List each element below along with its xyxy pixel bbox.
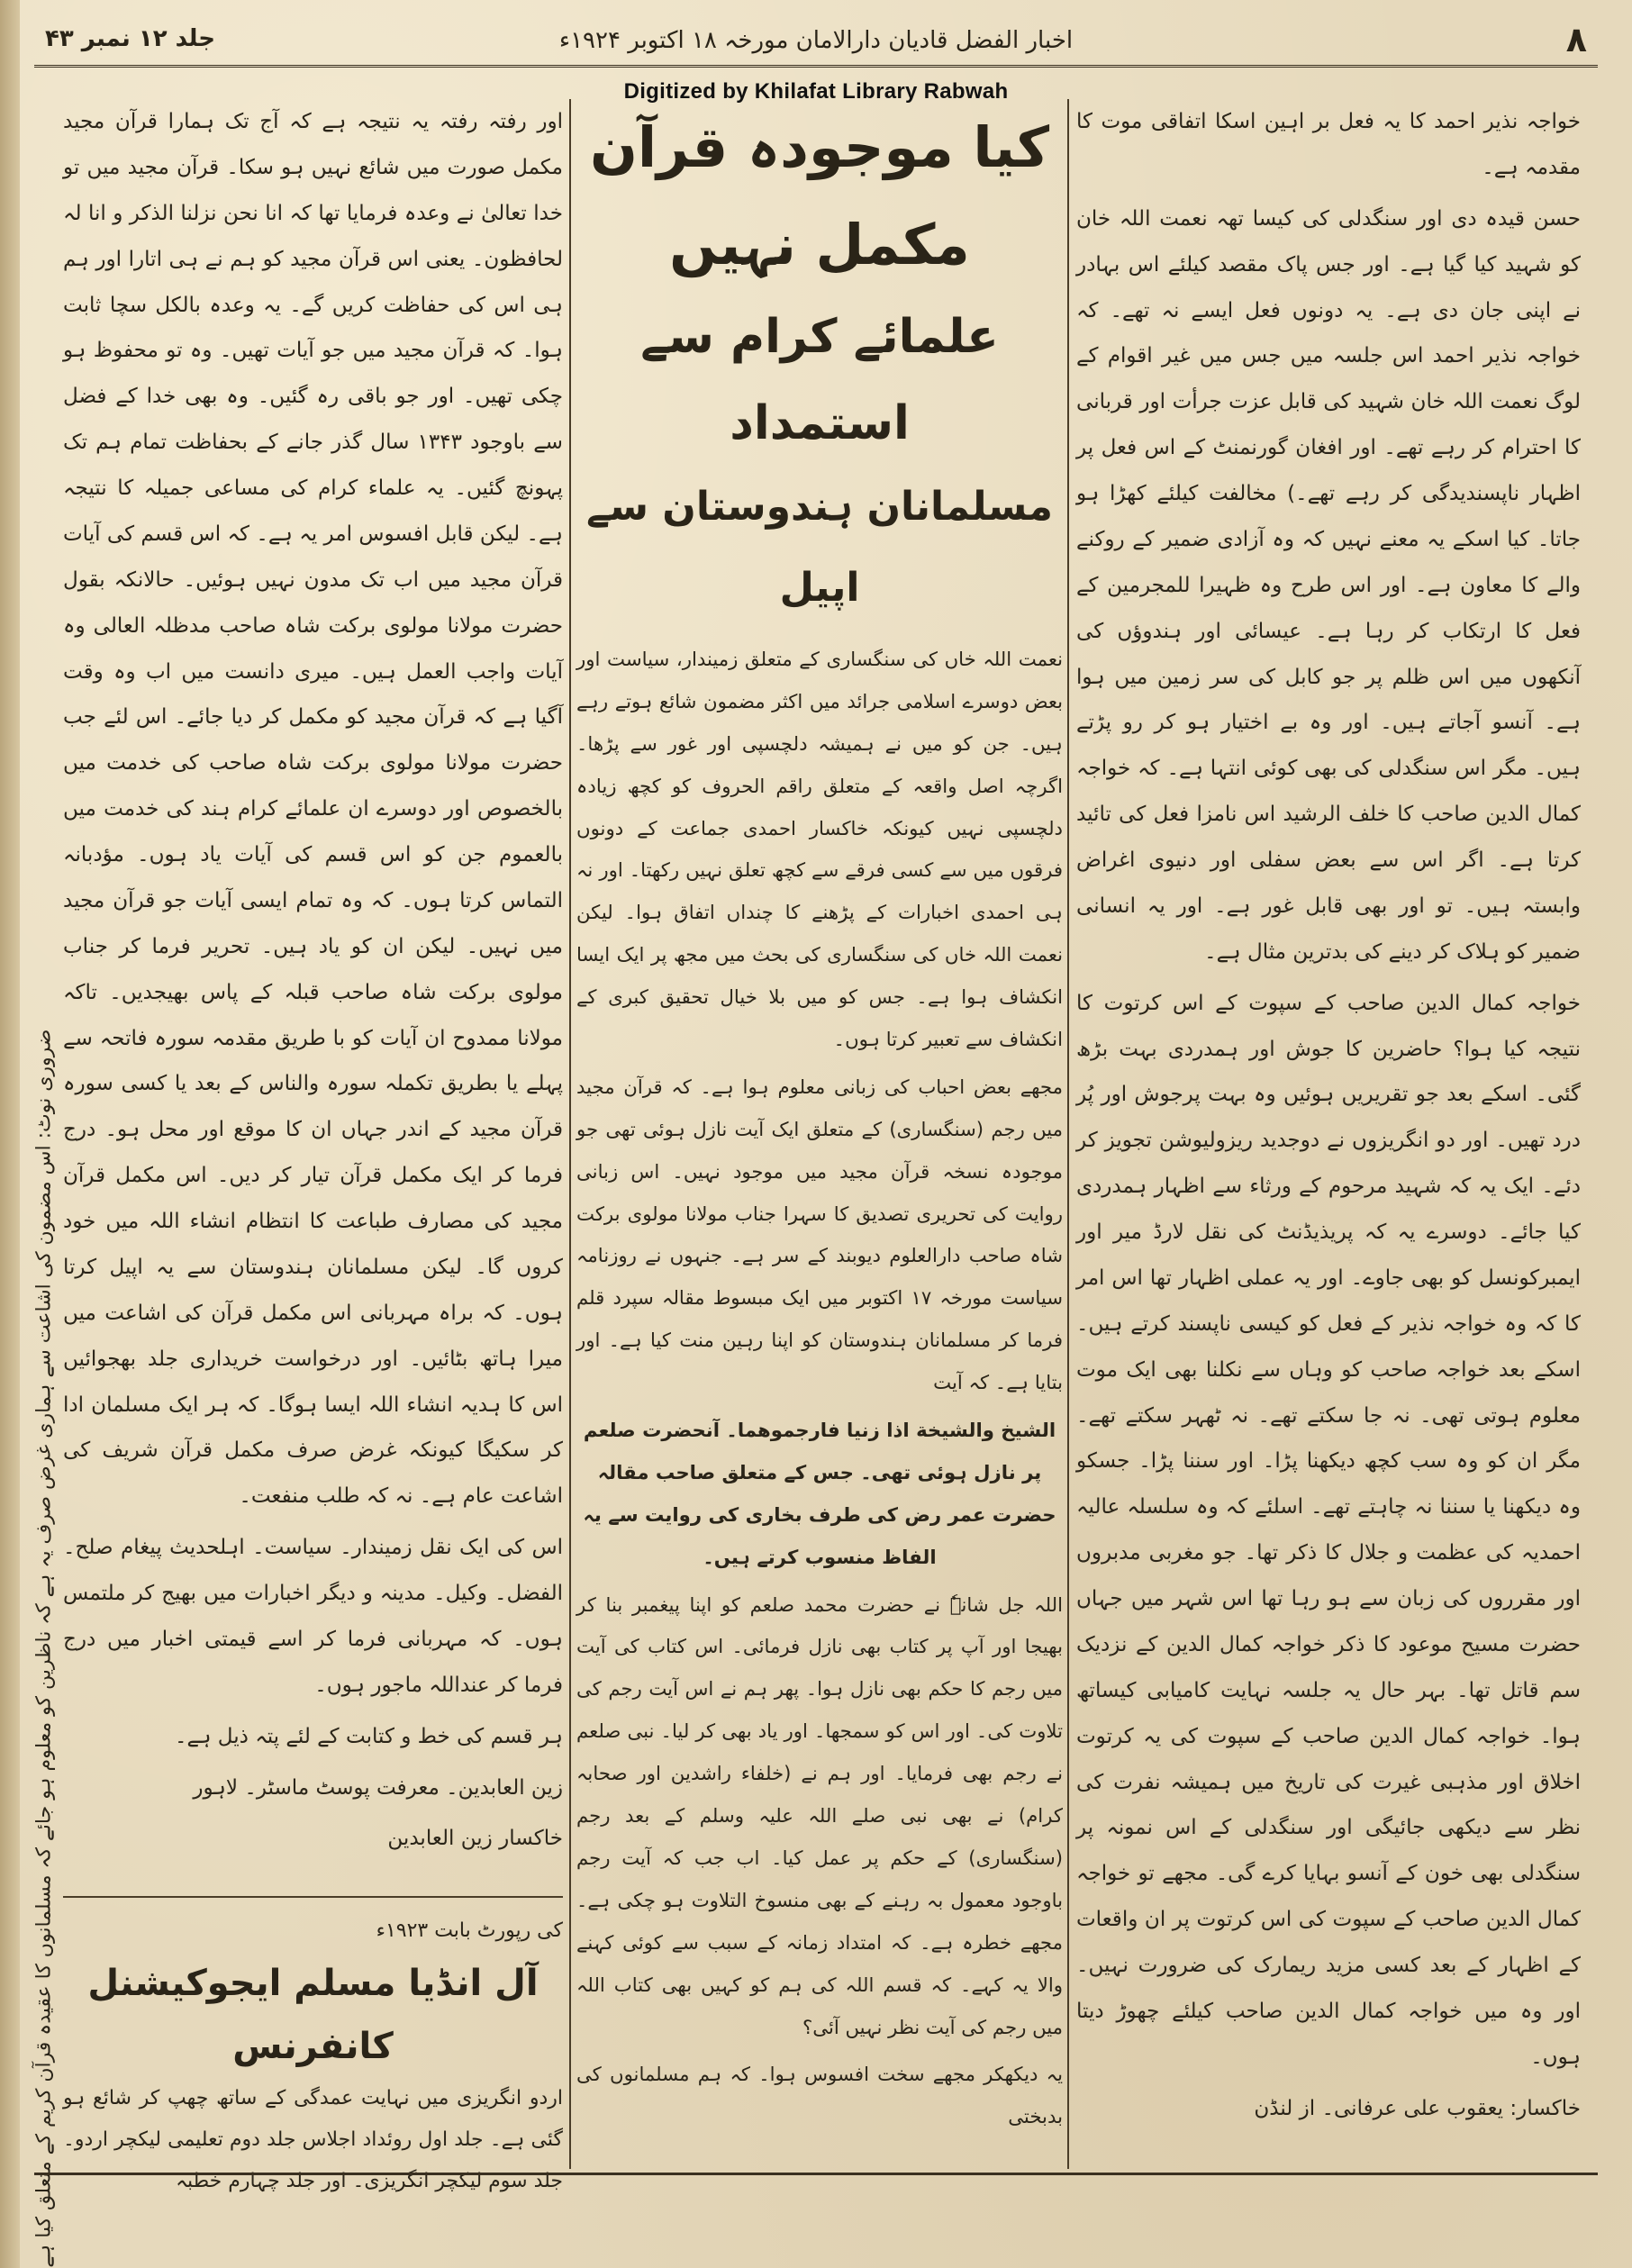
headline-block (576, 99, 1063, 629)
middle-column (576, 99, 1063, 2169)
right-paragraph: حسن قیدہ دی اور سنگدلی کی کیسا تھہ نعمت اللہ خان کو شہید کیا گیا ہے۔ اور جس پاک مقصد کیلئے اس بہادر نے اپنی جان دی ہے۔ یہ دونوں فعل ایسے نہ تھے۔ کہ خواجہ نذیر احمد اس جلسہ میں جس میں غیر اقوام کے لوگ نعمت اللہ خان شہید کی قابل عزت جرأت اور قربانی کا احترام کر رہے تھے۔ اور افغان گورنمنٹ کے اس فعل پر اظہار ناپسندیدگی کر رہے تھے۔) مخالفت کیلئے کھڑا ہو جاتا۔ کیا اسکے یہ معنے نہیں کہ وہ آزادی ضمیر کے روکنے والے کا معاون ہے۔ اور اس طرح وہ ظہیرا للمجرمین کے فعل کا ارتکاب کر رہا ہے۔ عیسائی اور ہندوؤں کی آنکھوں میں اس ظلم پر جو کابل کی سر زمین میں ہوا ہے۔ آنسو آجاتے ہیں۔ اور وہ بے اختیار ہو کر رو پڑتے ہیں۔ مگر اس سنگدلی کی بھی کوئی انتہا ہے۔ کہ خواجہ کمال الدین صاحب کا خلف الرشید اس نامزا فعل کی تائید کرتا ہے۔ اگر اس سے بعض سفلی اور دنیوی اغراض وابستہ ہیں۔ تو اور بھی قابل غور ہے۔ اور یہ انسانی ضمیر کو ہلاک کر دینے کی بدترین مثال ہے۔ (1076, 206, 1581, 964)
appeal-headline: مسلمانان ہندوستان سے اپیل (585, 484, 1054, 611)
sub-headline: علمائے کرام سے استمداد (640, 310, 999, 450)
middle-paragraph: اللہ جل شانہٗ نے حضرت محمد صلعم کو اپنا پیغمبر بنا کر بھیجا اور آپ پر کتاب بھی نازل فرمائی۔ اس کتاب کی آیت میں رجم کا حکم بھی نازل ہوا۔ پھر ہم نے اس آیت رجم کی تلاوت کی۔ اور اس کو سمجھا۔ اور یاد بھی کر لیا۔ نبی صلعم نے رجم بھی فرمایا۔ اور ہم نے (خلفاء راشدین اور صحابہ کرام) نے بھی نبی صلے اللہ علیہ وسلم کے بعد رجم (سنگساری) کے حکم پر عمل کیا۔ اب جب کہ آیت رجم باوجود معمول بہ رہنے کے بھی منسوخ التلاوت ہو چکی ہے۔ مجھے خطرہ ہے۔ کہ امتداد زمانہ کے سبب سے کوئی کہنے والا یہ کہے۔ کہ قسم اللہ کی ہم کو کہیں بھی کتاب اللہ میں رجم کی آیت نظر نہیں آئی؟ (576, 1593, 1063, 2039)
footer-rule (34, 2173, 1598, 2175)
masthead: اخبار الفضل قادیان دارالامان مورخہ ۱۸ اکتوبر ۱۹۲۴ء (558, 27, 1074, 54)
main-headline: کیا موجودہ قرآن مکمل نہیں (589, 114, 1050, 277)
column-divider-right (1067, 99, 1069, 2169)
middle-body (576, 640, 1063, 2139)
left-paragraph: اور رفتہ رفتہ یہ نتیجہ ہے کہ آج تک ہمارا قرآن مجید مکمل صورت میں شائع نہیں ہو سکا۔ قرآن مجید میں تو خدا تعالیٰ نے وعدہ فرمایا تھا کہ انا نحن نزلنا الذکر و انا لہ لحافظون۔ یعنی اس قرآن مجید کو ہم نے ہی اتارا اور ہم ہی اس کی حفاظت کریں گے۔ یہ وعدہ بالکل سچا ثابت ہوا۔ کہ قرآن مجید میں جو آیات تھیں۔ وہ تو محفوظ ہو چکی تھیں۔ اور جو باقی رہ گئیں۔ وہ بھی خدا کے فضل سے باوجود ۱۳۴۳ سال گذر جانے کے بحفاظت تمام ہم تک پہونچ گئیں۔ یہ علماء کرام کی مساعی جمیلہ کا نتیجہ ہے۔ لیکن قابل افسوس امر یہ ہے۔ کہ اس قسم کی آیات قرآن مجید میں اب تک مدون نہیں ہوئیں۔ حالانکہ بقول حضرت مولانا مولوی برکت شاہ صاحب مدظلہ العالی وہ آیات واجب العمل ہیں۔ میری دانست میں اب وہ وقت آگیا ہے کہ قرآن مجید کو مکمل کر دیا جائے۔ اس لئے جب حضرت مولانا مولوی برکت شاہ صاحب کی خدمت میں بالخصوص اور دوسرے ان علمائے کرام ہند کی خدمت میں بالعموم جن کو اس قسم کی آیات یاد ہوں۔ مؤدبانہ التماس کرتا ہوں۔ کہ وہ تمام ایسی آیات جو قرآن مجید میں نہیں۔ لیکن ان کو یاد ہیں۔ تحریر فرما کر جناب مولوی برکت شاہ صاحب قبلہ کے پاس بھیجدیں۔ تاکہ مولانا ممدوح ان آیات کو با طریق مقدمہ سورہ فاتحہ سے پہلے یا بطریق تکملہ سورہ والناس کے بعد یا کسی سورہ قرآن مجید کے اندر جہاں ان کا موقع اور محل ہو۔ درج فرما کر ایک مکمل قرآن تیار کر دیں۔ اس مکمل قرآن مجید کی مصارف طباعت کا انتظام انشاء اللہ میں خود کروں گا۔ لیکن مسلمانان ہندوستان سے یہ اپیل کرتا ہوں۔ کہ براہ مہربانی اس مکمل قرآن کی اشاعت میں میرا ہاتھ بٹائیں۔ اور درخواست خریداری جلد بھجوائیں اس کا ہدیہ انشاء اللہ ایسا ہوگا۔ کہ ہر ایک مسلمان ادا کر سکیگا کیونکہ غرض صرف مکمل قرآن شریف کی اشاعت عام ہے۔ نہ کہ طلب منفعت۔ (63, 110, 563, 1509)
left-column (63, 99, 563, 1881)
right-column (1076, 99, 1581, 2169)
middle-paragraph: مجھے بعض احباب کی زبانی معلوم ہوا ہے۔ کہ قرآن مجید میں رجم (سنگساری) کے متعلق ایک آیت نازل ہوئی تھی جو موجودہ نسخہ قرآن مجید میں موجود نہیں۔ اس زبانی روایت کی تحریری تصدیق کا سہرا جناب مولانا مولوی برکت شاہ صاحب دارالعلوم دیوبند کے سر ہے۔ جنہوں نے روزنامہ سیاست مورخہ ۱۷ اکتوبر میں ایک مبسوط مقالہ سپرد قلم فرما کر مسلمانان ہندوستان کو اپنا رہین منت کیا ہے۔ اور بتایا ہے۔ کہ آیت (576, 1075, 1064, 1395)
middle-paragraph: نعمت اللہ خاں کی سنگساری کے متعلق زمیندار، سیاست اور بعض دوسرے اسلامی جرائد میں اکثر مضمون شائع ہوتے رہے ہیں۔ جن کو میں نے ہمیشہ دلچسپی اور غور سے پڑھا۔ اگرچہ اصل واقعہ کے متعلق راقم الحروف کو کچھ زیادہ دلچسپی نہیں کیونکہ خاکسار احمدی جماعت کے دونوں فرقوں میں سے کسی فرقے سے کچھ تعلق نہیں رکھتا۔ اور نہ ہی احمدی اخبارات کے پڑھنے کا چنداں اتفاق ہوا۔ لیکن نعمت اللہ خاں کی سنگساری کی بحث میں مجھ پر ایک ایسا انکشاف ہوا ہے۔ جس کو میں بلا خیال تحقیق کبری کے انکشاف سے تعبیر کرتا ہوں۔ (576, 649, 1063, 1052)
right-paragraph: خواجہ نذیر احمد کا یہ فعل بر اہین اسکا اتفاقی موت کا مقدمہ ہے۔ (1076, 110, 1581, 179)
middle-paragraph: یہ دیکھکر مجھے سخت افسوس ہوا۔ کہ ہم مسلمانوں کی بدبختی (576, 2064, 1063, 2129)
conference-body: اردو انگریزی میں نہایت عمدگی کے ساتھ چھپ کر شائع ہو گئی ہے۔ جلد اول روئداد اجلاس جلد دوم تعلیمی لیکچر اردو۔ جلد سوم لیکچر انگریزی۔ اور جلد چہارم خطبہ (63, 2087, 563, 2192)
page-header (36, 16, 1596, 65)
digitized-watermark: Digitized by Khilafat Library Rabwah (623, 79, 1009, 104)
page-number: ۸ (1565, 20, 1587, 59)
left-signature: خاکسار زین العابدین (387, 1827, 563, 1851)
header-rule (34, 65, 1598, 68)
left-paragraph: ہر قسم کی خط و کتابت کے لئے پتہ ذیل ہے۔ (174, 1724, 563, 1748)
margin-note (22, 1029, 61, 2268)
right-signature: خاکسار: یعقوب علی عرفانی۔ از لنڈن (1254, 2096, 1581, 2120)
conference-heading: آل انڈیا مسلم ایجوکیشنل کانفرنس (87, 1963, 539, 2067)
quoted-verse: الشیخ والشیخة اذا زنیا فارجموھما۔ آنحضرت صلعم پر نازل ہوئی تھی۔ جس کے متعلق صاحب مقالہ حضرت عمر رض کی طرف بخاری کی روایت سے یہ الفاظ منسوب کرتے ہیں۔ (583, 1420, 1056, 1569)
conference-report-note: کی رپورٹ بابت ۱۹۲۳ء (376, 1919, 563, 1942)
binding-edge (0, 0, 20, 2268)
column-divider-left (569, 99, 571, 2169)
right-paragraph: خواجہ کمال الدین صاحب کے سپوت کے اس کرتوت کا نتیجہ کیا ہوا؟ حاضرین کا جوش اور ہمدردی بہت بڑھ گئی۔ اسکے بعد جو تقریریں ہوئیں وہ بہت پرجوش اور پُر درد تھیں۔ اور دو انگریزوں نے دوجدید ریزولیوشن تجویز کر دئے۔ ایک یہ کہ شہید مرحوم کے ورثاء سے اظہار ہمدردی کیا جائے۔ دوسرے یہ کہ پریذیڈنٹ کی نقل لارڈ میر اور ایمبرکونسل کو بھی جاوے۔ اور یہ عملی اظہار تھا اس امر کا کہ وہ خواجہ نذیر کے فعل کو کیسی ناپسند کرتے ہیں۔ اسکے بعد خواجہ صاحب کو وہاں سے نکلنا بھی ایک موت معلوم ہوتی تھی۔ نہ جا سکتے تھے۔ نہ ٹھہر سکتے تھے۔ مگر ان کو وہ سب کچھ دیکھنا پڑا۔ اور سننا پڑا۔ جسکو وہ دیکھنا یا سننا نہ چاہتے تھے۔ اسلئے کہ وہ سلسلہ عالیہ احمدیہ کی عظمت و جلال کا ذکر تھا۔ جو مغربی مدبروں اور مقرروں کی زبان سے ہو رہا تھا اس شہر میں جہاں حضرت مسیح موعود کا ذکر خواجہ کمال الدین کے نزدیک سم قاتل تھا۔ بہر حال یہ جلسہ نہایت کامیابی کیساتھ ہوا۔ خواجہ کمال الدین صاحب کے سپوت کی یہ کرتوت اخلاق اور مذہبی غیرت کی تاریخ میں ہمیشہ نفرت کی نظر سے دیکھی جائیگی اور سنگدلی کے اس نمونہ پر سنگدلی بھی خون کے آنسو بہایا کرے گی۔ مجھے تو خواجہ کمال الدین صاحب کے سپوت کی اس کرتوت پر ان واقعات کے اظہار کے بعد کسی مزید ریمارک کی ضرورت نہیں۔ اور وہ میں خواجہ کمال الدین صاحب کیلئے چھوڑ دیتا ہوں۔ (1076, 991, 1582, 2069)
volume-number: جلد ۱۲ نمبر ۴۳ (45, 25, 216, 52)
conference-advertisement (63, 1896, 563, 2202)
left-address: زین العابدین۔ معرفت پوسٹ ماسٹر۔ لاہور (193, 1775, 563, 1800)
margin-note-text: ضروری نوٹ: اس مضمون کی اشاعت سے ہماری غرض صرف یہ ہے کہ ناظرین کو معلوم ہو جائے کہ مسلمانوں کا عقیدہ قرآن کریم کے متعلق کیا ہے (32, 1029, 56, 2268)
left-paragraph: اس کی ایک نقل زمیندار۔ سیاست۔ اہلحدیث پیغام صلح۔ الفضل۔ وکیل۔ مدینہ و دیگر اخبارات میں بھیج کر ملتمس ہوں۔ کہ مہربانی فرما کر اسے قیمتی اخبار میں درج فرما کر عنداللہ ماجور ہوں۔ (63, 1536, 563, 1697)
